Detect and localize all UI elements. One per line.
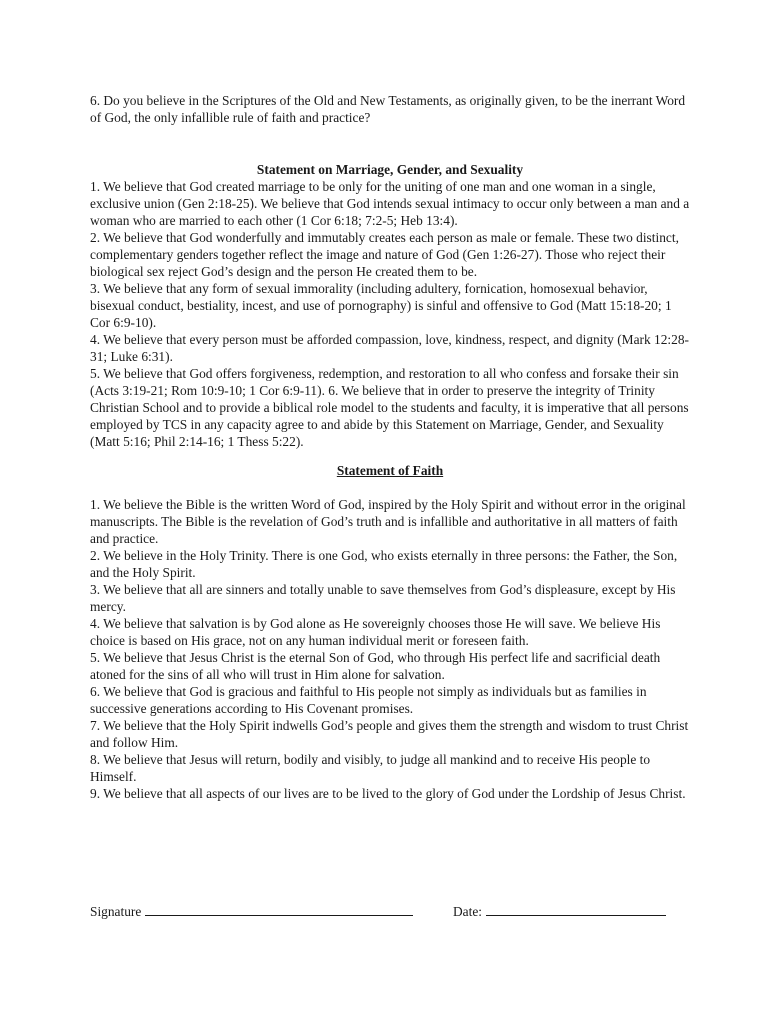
signature-line[interactable] bbox=[145, 902, 413, 916]
signature-field bbox=[90, 902, 413, 920]
faith-item-4: 4. We believe that salvation is by God alone as He sovereignly chooses those He will save. We believe His choice is based on His grace, not on any human individual merit or foreseen faith. bbox=[90, 616, 661, 648]
date-field bbox=[453, 902, 666, 920]
date-line[interactable] bbox=[486, 902, 666, 916]
marriage-item-2: 2. We believe that God wonderfully and immutably creates each person as male or female. These two distinct, complementary genders together reflect the image and nature of God (Gen 1:26-27). Those who reject their biological sex reject God’s design and the person He created them to be. bbox=[90, 230, 679, 279]
marriage-statement-list bbox=[90, 178, 690, 450]
faith-item-6: 6. We believe that God is gracious and faithful to His people not simply as individuals but as families in successive generations according to His Covenant promises. bbox=[90, 684, 647, 716]
faith-item-5: 5. We believe that Jesus Christ is the eternal Son of God, who through His perfect life and sacrificial death atoned for the sins of all who will trust in Him alone for salvation. bbox=[90, 650, 661, 682]
marriage-item-3: 3. We believe that any form of sexual immorality (including adultery, fornication, homosexual behavior, bisexual conduct, bestiality, incest, and use of pornography) is sinful and offensive to God (Matt 15:18-20; 1 Cor 6:9-10). bbox=[90, 281, 672, 330]
signature-label: Signature bbox=[90, 904, 142, 919]
marriage-statement-title: Statement on Marriage, Gender, and Sexuality bbox=[256, 162, 524, 177]
statement-of-faith-list bbox=[90, 496, 690, 802]
date-label: Date: bbox=[453, 904, 482, 919]
faith-item-2: 2. We believe in the Holy Trinity. There is one God, who exists eternally in three persons: the Father, the Son, and the Holy Spirit. bbox=[90, 548, 678, 580]
marriage-item-1: 1. We believe that God created marriage to be only for the uniting of one man and one woman in a single, exclusive union (Gen 2:18-25). We believe that God intends sexual intimacy to occur only between a man and a woman who are married to each other (1 Cor 6:18; 7:2-5; Heb 13:4). bbox=[90, 179, 690, 228]
statement-of-faith-title: Statement of Faith bbox=[336, 463, 444, 478]
faith-item-9: 9. We believe that all aspects of our lives are to be lived to the glory of God under the Lordship of Jesus Christ. bbox=[90, 786, 686, 801]
document-page bbox=[90, 92, 690, 802]
marriage-item-5: 5. We believe that God offers forgiveness, redemption, and restoration to all who confess and forsake their sin (Acts 3:19-21; Rom 10:9-10; 1 Cor 6:9-11). 6. We believe that in order to preserve the integrity of Trinity Christian School and to provide a biblical role model to the students and faculty, it is imperative that all persons employed by TCS in any capacity agree to and abide by this Statement on Marriage, Gender, and Sexuality (Matt 5:16; Phil 2:14-16; 1 Thess 5:22). bbox=[90, 366, 689, 449]
question-6: 6. Do you believe in the Scriptures of the Old and New Testaments, as originally given, to be the inerrant Word of God, the only infallible rule of faith and practice? bbox=[90, 93, 686, 125]
marriage-item-4: 4. We believe that every person must be afforded compassion, love, kindness, respect, and dignity (Mark 12:28-31; Luke 6:31). bbox=[90, 332, 689, 364]
faith-item-8: 8. We believe that Jesus will return, bodily and visibly, to judge all mankind and to receive His people to Himself. bbox=[90, 752, 651, 784]
faith-item-1: 1. We believe the Bible is the written Word of God, inspired by the Holy Spirit and without error in the original manuscripts. The Bible is the revelation of God’s truth and is infallible and authoritative in all matters of faith and practice. bbox=[90, 497, 686, 546]
faith-item-3: 3. We believe that all are sinners and totally unable to save themselves from God’s displeasure, except by His mercy. bbox=[90, 582, 676, 614]
faith-item-7: 7. We believe that the Holy Spirit indwells God’s people and gives them the strength and wisdom to trust Christ and follow Him. bbox=[90, 718, 689, 750]
